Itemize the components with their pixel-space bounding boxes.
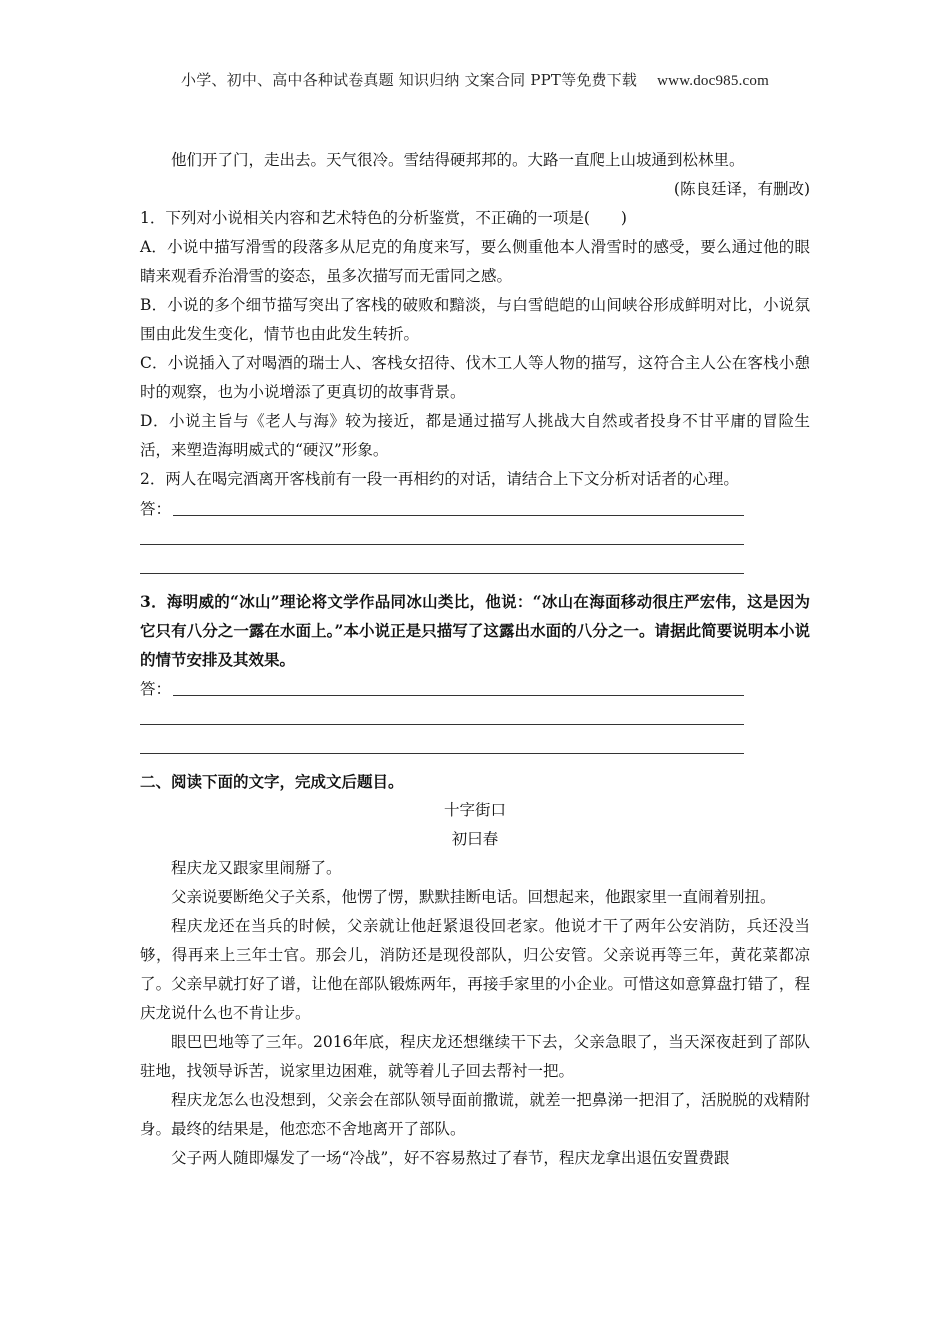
question-1-option-d: D．小说主旨与《老人与海》较为接近，都是通过描写人挑战大自然或者投身不甘平庸的冒险生活，来塑造海明威式的“硬汉”形象。 bbox=[140, 412, 810, 459]
story-paragraph: 程庆龙又跟家里闹掰了。 bbox=[171, 859, 342, 877]
story-title: 十字街口 bbox=[443, 801, 506, 819]
question-3-stem: 3．海明威的“冰山”理论将文学作品同冰山类比，他说：“冰山在海面移动很庄严宏伟，这是因为它只有八分之一露在水面上。”本小说正是只描写了这露出水面的八分之一。请据此简要说明本小说的情节安排及其效果。 bbox=[140, 592, 810, 669]
page-header bbox=[0, 69, 950, 90]
answer-label: 答： bbox=[140, 500, 172, 518]
story-paragraph: 父亲说要断绝父子关系，他愣了愣，默默挂断电话。回想起来，他跟家里一直闹着别扭。 bbox=[171, 888, 776, 906]
passage-last-line: 他们开了门，走出去。天气很冷。雪结得硬邦邦的。大路一直爬上山坡通到松林里。 bbox=[171, 151, 745, 169]
section-2-heading: 二、阅读下面的文字，完成文后题目。 bbox=[140, 772, 404, 791]
question-1-option-c: C．小说插入了对喝酒的瑞士人、客栈女招待、伐木工人等人物的描写，这符合主人公在客栈小憩时的观察，也为小说增添了更真切的故事背景。 bbox=[140, 354, 810, 401]
question-1-stem: 1．下列对小说相关内容和艺术特色的分析鉴赏，不正确的一项是( ) bbox=[140, 209, 627, 227]
story-paragraph: 程庆龙怎么也没想到，父亲会在部队领导面前撒谎，就差一把鼻涕一把泪了，活脱脱的戏精附身。最终的结果是，他恋恋不舍地离开了部队。 bbox=[140, 1091, 810, 1138]
translator-credit: (陈良廷译，有删改) bbox=[673, 180, 810, 198]
header-text: 小学、初中、高中各种试卷真题 知识归纳 文案合同 PPT等免费下载 bbox=[181, 71, 638, 89]
answer-line[interactable] bbox=[140, 523, 810, 552]
question-1-option-b: B．小说的多个细节描写突出了客栈的破败和黯淡，与白雪皑皑的山间峡谷形成鲜明对比，小说氛围由此发生变化，情节也由此发生转折。 bbox=[140, 296, 810, 343]
story-paragraph: 眼巴巴地等了三年。2016年底，程庆龙还想继续干下去，父亲急眼了，当天深夜赶到了部队驻地，找领导诉苦，说家里边困难，就等着儿子回去帮衬一把。 bbox=[140, 1033, 810, 1080]
answer-line[interactable] bbox=[140, 732, 810, 761]
story-paragraph: 程庆龙还在当兵的时候，父亲就让他赶紧退役回老家。他说才干了两年公安消防，兵还没当够，得再来上三年士官。那会儿，消防还是现役部队，归公安管。父亲说再等三年，黄花菜都凉了。父亲早就打好了谱，让他在部队锻炼两年，再接手家里的小企业。可惜这如意算盘打错了，程庆龙说什么也不肯让步。 bbox=[140, 917, 810, 1022]
answer-line[interactable] bbox=[140, 703, 810, 732]
question-1-option-a: A．小说中描写滑雪的段落多从尼克的角度来写，要么侧重他本人滑雪时的感受，要么通过他的眼睛来观看乔治滑雪的姿态，虽多次描写而无雷同之感。 bbox=[140, 238, 810, 285]
answer-line[interactable] bbox=[140, 552, 810, 581]
document-body bbox=[140, 146, 810, 1173]
answer-line[interactable] bbox=[140, 674, 810, 703]
story-paragraph: 父子两人随即爆发了一场“冷战”，好不容易熬过了春节，程庆龙拿出退伍安置费跟 bbox=[171, 1149, 730, 1167]
answer-line[interactable] bbox=[140, 494, 810, 523]
header-url[interactable]: www.doc985.com bbox=[657, 73, 769, 89]
answer-label: 答： bbox=[140, 680, 172, 698]
story-author: 初曰春 bbox=[451, 830, 499, 848]
question-2-stem: 2．两人在喝完酒离开客栈前有一段一再相约的对话，请结合上下文分析对话者的心理。 bbox=[140, 470, 739, 488]
